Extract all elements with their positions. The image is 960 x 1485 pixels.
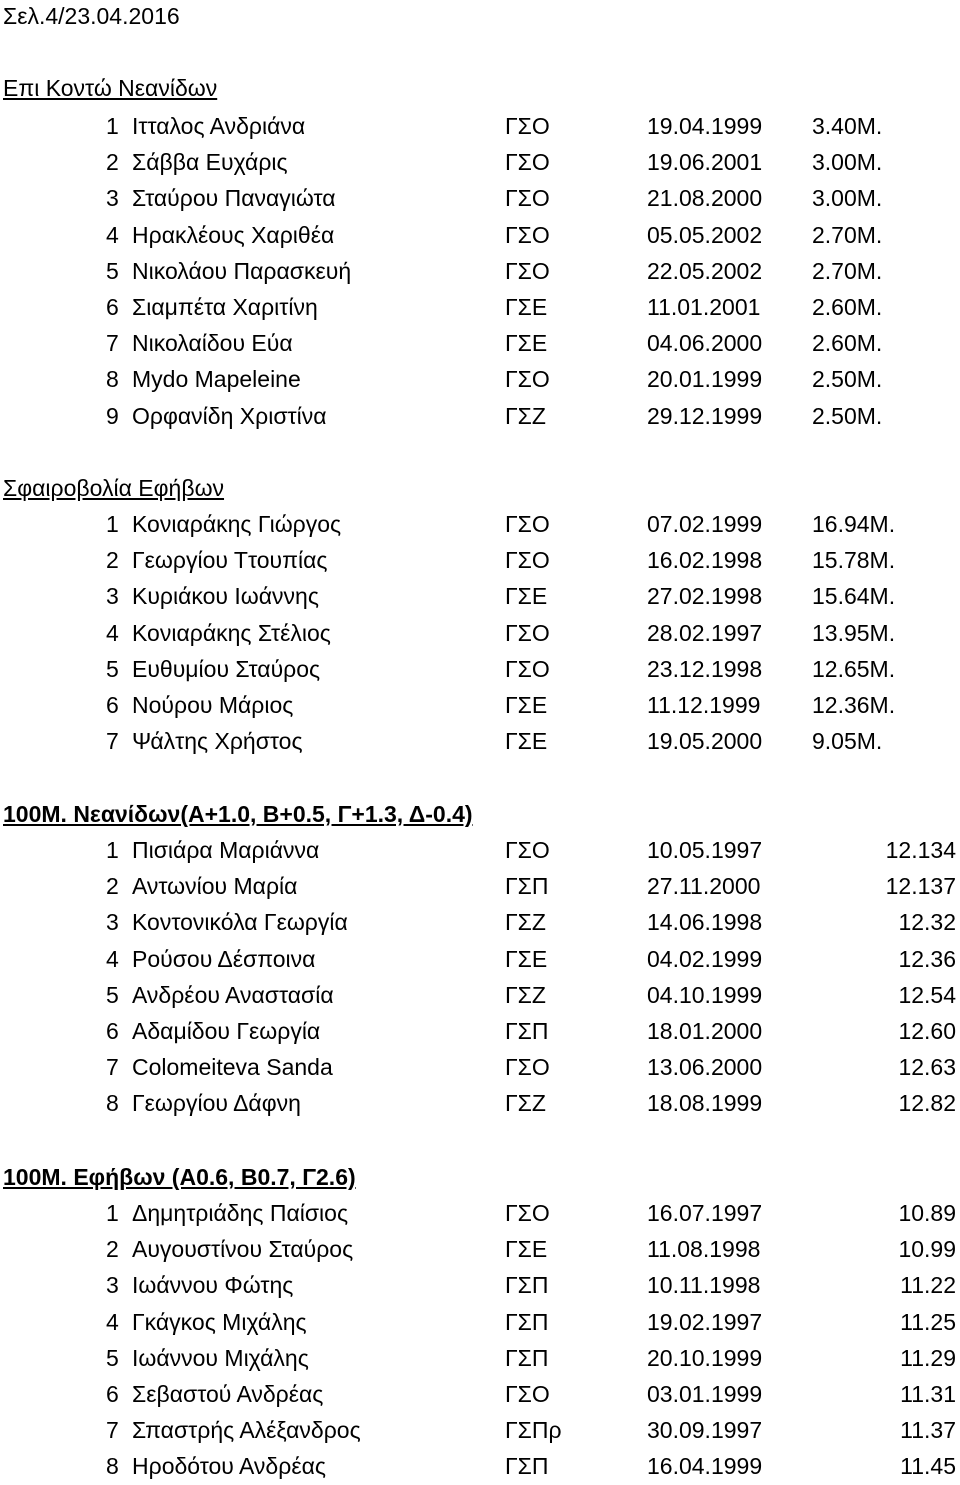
birth-date: 19.05.2000: [647, 728, 763, 755]
athlete-name: Ιωάννου Φώτης: [132, 1272, 294, 1299]
rank: 1: [106, 837, 119, 863]
athlete-name: Ευθυμίου Σταύρος: [132, 655, 321, 682]
result: 9.05Μ.: [812, 728, 883, 755]
rank: 4: [106, 619, 119, 646]
athlete-name: Νούρου Μάριος: [132, 691, 294, 718]
section-title: 100Μ. Νεανίδων(Α+1.0, Β+0.5, Γ+1.3, Δ-0.4): [3, 801, 473, 827]
rank: 1: [106, 511, 119, 537]
result-row: [0, 977, 960, 1013]
birth-date: 11.08.1998: [647, 1236, 761, 1263]
athlete-name: Γκάγκος Μιχάλης: [132, 1308, 307, 1335]
rank: 5: [106, 257, 119, 284]
club: ΓΣΕ: [505, 728, 548, 755]
club: ΓΣΟ: [505, 1054, 550, 1081]
rank: 6: [106, 1380, 119, 1407]
result: 3.40Μ.: [812, 113, 883, 139]
result-row: [0, 144, 960, 180]
athlete-name: Γεωργίου Δάφνη: [132, 1090, 301, 1117]
result: 15.64Μ.: [812, 583, 896, 610]
athlete-name: Σάββα Ευχάρις: [132, 149, 288, 176]
club: ΓΣΕ: [505, 293, 548, 320]
club: ΓΣΖ: [505, 402, 546, 429]
club: ΓΣΟ: [505, 149, 550, 176]
birth-date: 27.11.2000: [647, 873, 761, 900]
rank: 4: [106, 945, 119, 972]
athlete-name: Πισιάρα Μαριάννα: [132, 837, 320, 863]
result-row: [0, 542, 960, 578]
result: 11.31: [900, 1380, 956, 1407]
rank: 2: [106, 873, 119, 900]
result: 12.137: [885, 873, 956, 900]
athlete-name: Αυγουστίνου Σταύρος: [132, 1236, 354, 1263]
result: 2.60Μ.: [812, 293, 883, 320]
rank: 8: [106, 1090, 119, 1117]
athlete-name: Ιωάννου Μιχάλης: [132, 1344, 309, 1371]
results-list: [0, 506, 960, 759]
rank: 7: [106, 728, 119, 755]
birth-date: 19.02.1997: [647, 1308, 763, 1335]
result-row: [0, 361, 960, 397]
result: 15.78Μ.: [812, 547, 896, 574]
club: ΓΣΠ: [505, 1017, 549, 1044]
rank: 4: [106, 221, 119, 248]
result-row: [0, 506, 960, 542]
result: 12.65Μ.: [812, 655, 896, 682]
athlete-name: Κονιαράκης Στέλιος: [132, 619, 331, 646]
club: ΓΣΕ: [505, 945, 548, 972]
rank: 9: [106, 402, 119, 429]
club: ΓΣΖ: [505, 1090, 546, 1117]
rank: 5: [106, 655, 119, 682]
birth-date: 20.10.1999: [647, 1344, 763, 1371]
result-row: [0, 180, 960, 216]
birth-date: 16.07.1997: [647, 1200, 763, 1226]
birth-date: 22.05.2002: [647, 257, 763, 284]
result-row: [0, 253, 960, 289]
result-row: [0, 832, 960, 868]
rank: 7: [106, 1417, 119, 1444]
club: ΓΣΟ: [505, 113, 550, 139]
results-list: [0, 108, 960, 434]
rank: 6: [106, 691, 119, 718]
club: ΓΣΟ: [505, 837, 550, 863]
club: ΓΣΟ: [505, 257, 550, 284]
athlete-name: Κυριάκου Ιωάννης: [132, 583, 319, 610]
birth-date: 23.12.1998: [647, 655, 763, 682]
rank: 8: [106, 1453, 119, 1480]
athlete-name: Ηρακλέους Χαριθέα: [132, 221, 335, 248]
birth-date: 11.01.2001: [647, 293, 761, 320]
result: 3.00Μ.: [812, 149, 883, 176]
rank: 3: [106, 909, 119, 936]
rank: 7: [106, 1054, 119, 1081]
birth-date: 10.11.1998: [647, 1272, 761, 1299]
club: ΓΣΟ: [505, 366, 550, 393]
birth-date: 04.06.2000: [647, 330, 763, 357]
result-row: [0, 289, 960, 325]
result: 2.50Μ.: [812, 402, 883, 429]
rank: 3: [106, 185, 119, 212]
result: 12.63: [898, 1054, 956, 1081]
result-row: [0, 1049, 960, 1085]
rank: 2: [106, 1236, 119, 1263]
birth-date: 05.05.2002: [647, 221, 763, 248]
result-row: [0, 941, 960, 977]
athlete-name: Ορφανίδη Χριστίνα: [132, 402, 327, 429]
athlete-name: Νικολαίδου Εύα: [132, 330, 293, 357]
rank: 7: [106, 330, 119, 357]
club: ΓΣΠ: [505, 1453, 549, 1480]
birth-date: 10.05.1997: [647, 837, 763, 863]
rank: 4: [106, 1308, 119, 1335]
athlete-name: Κοντονικόλα Γεωργία: [132, 909, 348, 936]
club: ΓΣΖ: [505, 909, 546, 936]
result: 12.36Μ.: [812, 691, 896, 718]
result: 2.60Μ.: [812, 330, 883, 357]
rank: 6: [106, 293, 119, 320]
result-row: [0, 687, 960, 723]
athlete-name: Κονιαράκης Γιώργος: [132, 511, 342, 537]
birth-date: 29.12.1999: [647, 402, 763, 429]
birth-date: 13.06.2000: [647, 1054, 763, 1081]
club: ΓΣΠ: [505, 1344, 549, 1371]
athlete-name: Ρούσου Δέσποινα: [132, 945, 316, 972]
athlete-name: Ηροδότου Ανδρέας: [132, 1453, 326, 1480]
athlete-name: Δημητριάδης Παίσιος: [132, 1200, 349, 1226]
section-title: Σφαιροβολία Εφήβων: [3, 475, 225, 501]
club: ΓΣΠ: [505, 1308, 549, 1335]
birth-date: 04.02.1999: [647, 945, 763, 972]
club: ΓΣΠ: [505, 873, 549, 900]
result: 11.29: [900, 1344, 956, 1371]
athlete-name: Mydo Mapeleine: [132, 366, 301, 393]
athlete-name: Σεβαστού Ανδρέας: [132, 1380, 324, 1407]
athlete-name: Νικολάου Παρασκευή: [132, 257, 352, 284]
rank: 5: [106, 1344, 119, 1371]
result: 12.134: [885, 837, 956, 863]
club: ΓΣΕ: [505, 1236, 548, 1263]
result: 12.36: [898, 945, 956, 972]
club: ΓΣΕ: [505, 330, 548, 357]
result-row: [0, 578, 960, 614]
club: ΓΣΠρ: [505, 1417, 562, 1444]
birth-date: 16.04.1999: [647, 1453, 763, 1480]
result-row: [0, 1267, 960, 1303]
athlete-name: Σιαμπέτα Χαριτίνη: [132, 293, 318, 320]
result: 12.82: [898, 1090, 956, 1117]
athlete-name: Αντωνίου Μαρία: [132, 873, 298, 900]
rank: 2: [106, 547, 119, 574]
birth-date: 28.02.1997: [647, 619, 763, 646]
rank: 8: [106, 366, 119, 393]
birth-date: 16.02.1998: [647, 547, 763, 574]
result-row: [0, 325, 960, 361]
birth-date: 18.01.2000: [647, 1017, 763, 1044]
birth-date: 14.06.1998: [647, 909, 763, 936]
rank: 6: [106, 1017, 119, 1044]
birth-date: 18.08.1999: [647, 1090, 763, 1117]
birth-date: 07.02.1999: [647, 511, 763, 537]
result: 16.94Μ.: [812, 511, 896, 537]
athlete-name: Αδαμίδου Γεωργία: [132, 1017, 321, 1044]
result-row: [0, 1085, 960, 1121]
rank: 3: [106, 1272, 119, 1299]
club: ΓΣΟ: [505, 655, 550, 682]
rank: 1: [106, 113, 119, 139]
athlete-name: Ανδρέου Αναστασία: [132, 981, 334, 1008]
result-row: [0, 904, 960, 940]
result: 10.89: [898, 1200, 956, 1226]
rank: 1: [106, 1200, 119, 1226]
result-row: [0, 217, 960, 253]
athlete-name: Γεωργίου Ττουπίας: [132, 547, 328, 574]
birth-date: 03.01.1999: [647, 1380, 763, 1407]
athlete-name: Ψάλτης Χρήστος: [132, 728, 303, 755]
result-row: [0, 1013, 960, 1049]
result: 12.60: [898, 1017, 956, 1044]
result: 11.37: [900, 1417, 956, 1444]
section-title: Επι Κοντώ Νεανίδων: [3, 75, 218, 101]
result-row: [0, 1340, 960, 1376]
club: ΓΣΟ: [505, 547, 550, 574]
athlete-name: Σταύρου Παναγιώτα: [132, 185, 336, 212]
birth-date: 19.04.1999: [647, 113, 763, 139]
club: ΓΣΕ: [505, 691, 548, 718]
result-row: [0, 723, 960, 759]
result-row: [0, 1304, 960, 1340]
result: 10.99: [898, 1236, 956, 1263]
result-row: [0, 398, 960, 434]
result-row: [0, 615, 960, 651]
club: ΓΣΕ: [505, 583, 548, 610]
birth-date: 04.10.1999: [647, 981, 763, 1008]
result: 11.22: [900, 1272, 956, 1299]
club: ΓΣΟ: [505, 619, 550, 646]
result-row: [0, 1376, 960, 1412]
section-title: 100Μ. Εφήβων (Α0.6, Β0.7, Γ2.6): [3, 1164, 356, 1190]
rank: 5: [106, 981, 119, 1008]
athlete-name: Σπαστρής Αλέξανδρος: [132, 1417, 361, 1444]
club: ΓΣΟ: [505, 1380, 550, 1407]
club: ΓΣΟ: [505, 511, 550, 537]
birth-date: 21.08.2000: [647, 185, 763, 212]
result-row: [0, 1231, 960, 1267]
club: ΓΣΟ: [505, 185, 550, 212]
birth-date: 11.12.1999: [647, 691, 761, 718]
results-list: [0, 832, 960, 1122]
birth-date: 20.01.1999: [647, 366, 763, 393]
result: 2.50Μ.: [812, 366, 883, 393]
rank: 3: [106, 583, 119, 610]
club: ΓΣΖ: [505, 981, 546, 1008]
result: 3.00Μ.: [812, 185, 883, 212]
birth-date: 19.06.2001: [647, 149, 763, 176]
result-row: [0, 1448, 960, 1484]
birth-date: 30.09.1997: [647, 1417, 763, 1444]
page-header: Σελ.4/23.04.2016: [3, 3, 180, 29]
result-row: [0, 1412, 960, 1448]
result: 13.95Μ.: [812, 619, 896, 646]
result: 11.25: [900, 1308, 956, 1335]
club: ΓΣΠ: [505, 1272, 549, 1299]
result-row: [0, 1195, 960, 1231]
rank: 2: [106, 149, 119, 176]
club: ΓΣΟ: [505, 221, 550, 248]
result: 12.54: [898, 981, 956, 1008]
result-row: [0, 868, 960, 904]
birth-date: 27.02.1998: [647, 583, 763, 610]
results-list: [0, 1195, 960, 1485]
result-row: [0, 108, 960, 144]
result-row: [0, 651, 960, 687]
result: 2.70Μ.: [812, 221, 883, 248]
athlete-name: Ιτταλος Ανδριάνα: [132, 113, 306, 139]
result: 12.32: [898, 909, 956, 936]
club: ΓΣΟ: [505, 1200, 550, 1226]
result: 11.45: [900, 1453, 956, 1480]
result: 2.70Μ.: [812, 257, 883, 284]
athlete-name: Colomeiteva Sanda: [132, 1054, 333, 1081]
